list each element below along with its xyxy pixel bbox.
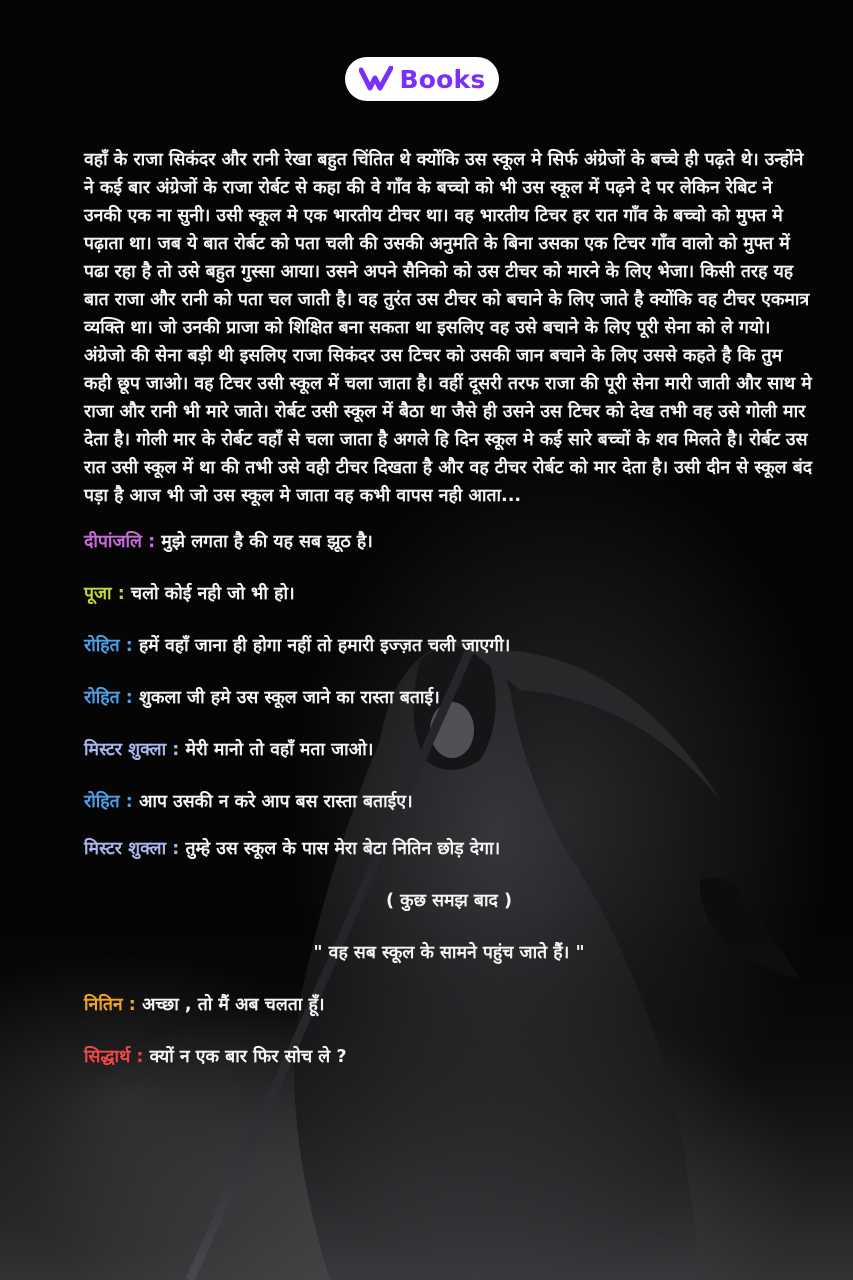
dialogue-line	[84, 736, 814, 764]
dialogue-text: चलो कोई नही जो भी हो।	[124, 584, 295, 604]
story-paragraph: वहाँ के राजा सिकंदर और रानी रेखा बहुत चिंतित थे क्योंकि उस स्कूल मे सिर्फ अंग्रेजों के बच्चे ही पढ़ते थे। उन्होंने ने कई बार अंग्रेजों के राजा रोर्बट से कहा की वे गाँव के बच्चो को भी उस स्कूल में पढ़ने दे पर लेकिन रेबिट ने उनकी एक ना सुनी। उसी स्कूल मे एक भारतीय टीचर था। वह भारतीय टिचर हर रात गाँव के बच्चो को मुफ्त मे पढ़ाता था। जब ये बात रोर्बट को पता चली की उसकी अनुमति के बिना उसका एक टिचर गाँव वालो को मुफ्त में पढा रहा है तो उसे बहुत गुस्सा आया। उसने अपने सैनिको को उस टीचर को मारने के लिए भेजा। किसी तरह यह बात राजा और रानी को पता चल जाती है। वह तुरंत उस टीचर को बचाने के लिए जाते है क्योंकि वह टीचर एकमात्र व्यक्ति था। जो उनकी प्राजा को शिक्षित बना सकता था इसलिए वह उसे बचाने के लिए पूरी सेना को ले गयो। अंग्रेजो की सेना बड़ी थी इसलिए राजा सिकंदर उस टिचर को उसकी जान बचाने के लिए उससे कहते है कि तुम कही छूप जाओ। वह टिचर उसी स्कूल में चला जाता है। वहीं दूसरी तरफ राजा की पूरी सेना मारी जाती और साथ मे राजा और रानी भी मारे जाते। रोर्बट उसी स्कूल में बैठा था जैसे ही उसने उस टिचर को देख तभी वह उसे गोली मार देता है। गोली मार के रोर्बट वहाँ से चला जाता है अगले हि दिन स्कूल मे कई सारे बच्चों के शव मिलते है। रोर्बट उस रात उसी स्कूल में था की तभी उसे वही टीचर दिखता है और वह टीचर रोर्बट को मार देता है। उसी दीन से स्कूल बंद पड़ा है आज भी जो उस स्कूल मे जाता वह कभी वापस नही आता...	[84, 150, 813, 506]
books-logo[interactable]	[345, 57, 499, 101]
speaker-name: सिद्धार्थ :	[84, 1047, 144, 1067]
dialogue-line	[84, 835, 814, 863]
speaker-name: रोहित :	[84, 792, 133, 812]
story-content	[84, 146, 814, 1095]
speaker-name: मिस्टर शुक्ला :	[84, 740, 180, 760]
dialogue-text: हमें वहाँ जाना ही होगा नहीं तो हमारी इज्ज़त चली जाएगी।	[132, 636, 511, 656]
brand-name: Books	[399, 64, 486, 94]
speaker-name: नितिन :	[84, 995, 136, 1015]
dialogue-line	[84, 684, 814, 712]
speaker-name: पूजा :	[84, 584, 125, 604]
books-logo-icon	[359, 66, 393, 92]
dialogue-list	[84, 528, 814, 1071]
speaker-name: मिस्टर शुक्ला :	[84, 839, 180, 859]
dialogue-line	[84, 1043, 814, 1071]
arrival-narration: " वह सब स्कूल के सामने पहुंच जाते हैं। "	[313, 943, 585, 963]
dialogue-line	[84, 991, 814, 1019]
dialogue-text: अच्छा , तो मैं अब चलता हूँ।	[135, 995, 325, 1015]
time-skip-note: ( कुछ समझ बाद )	[385, 891, 513, 911]
speaker-name: रोहित :	[84, 688, 133, 708]
dialogue-line	[84, 528, 814, 556]
dialogue-line	[84, 788, 814, 816]
dialogue-text: क्यों न एक बार फिर सोच ले ?	[143, 1047, 347, 1067]
dialogue-text: आप उसकी न करे आप बस रास्ता बताईए।	[132, 792, 413, 812]
speaker-name: रोहित :	[84, 636, 133, 656]
dialogue-line	[84, 580, 814, 608]
dialogue-text: शुकला जी हमे उस स्कूल जाने का रास्ता बताई।	[132, 688, 440, 708]
speaker-name: दीपांजलि :	[84, 532, 156, 552]
dialogue-line	[84, 632, 814, 660]
dialogue-text: तुम्हे उस स्कूल के पास मेरा बेटा नितिन छोड़ देगा।	[179, 839, 501, 859]
dialogue-text: मुझे लगता है की यह सब झूठ है।	[155, 532, 373, 552]
dialogue-text: मेरी मानो तो वहाँ मता जाओ।	[179, 740, 374, 760]
